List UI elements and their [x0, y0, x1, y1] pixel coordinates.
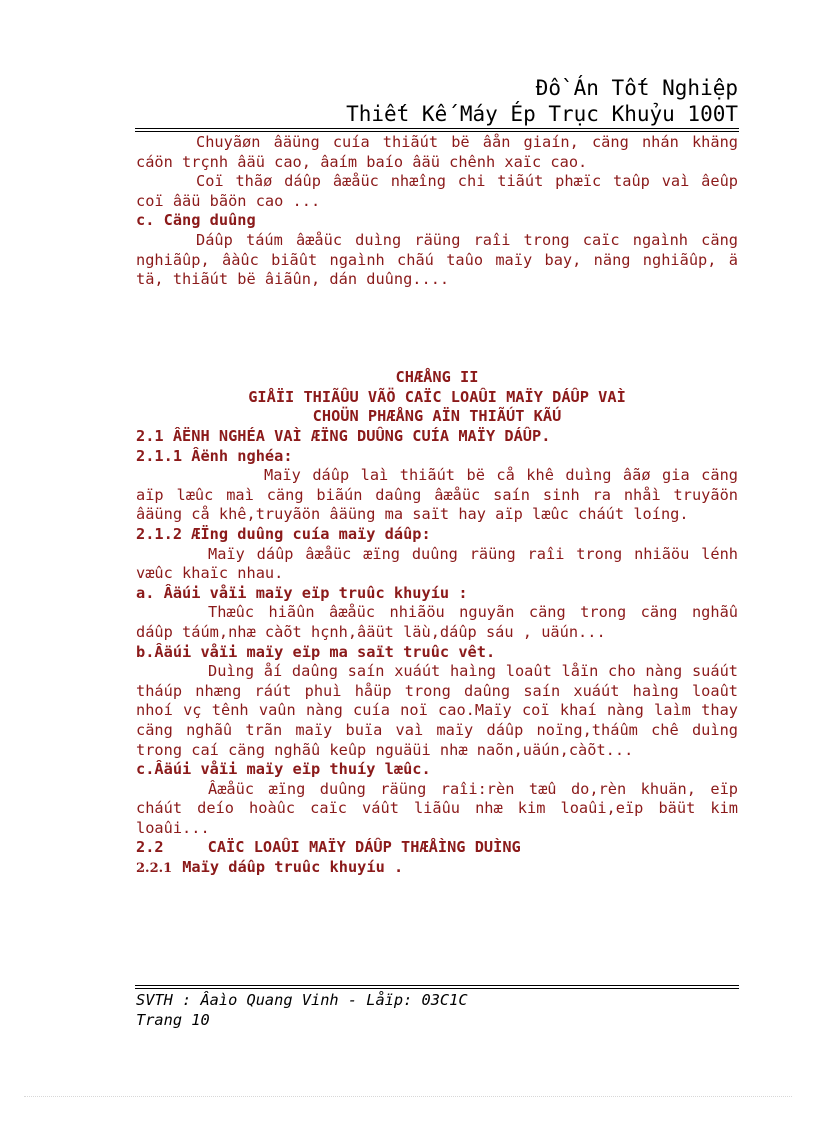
chapter-title-line1: GIÅÏI THIÃÛU VÃÖ CAÏC LOAÛI MAÏY DÁÛP VAÌ [248, 387, 626, 406]
paragraph-screw-press: Duìng åí daûng saín xuáút haìng loaût låïn cho nàng suáút tháúp nhæng ráút phuì håüp trong daûng saín xuáút haìng loaût nhoí vç tênh vaûn nàng cuía noï cao.Maïy coï khaí nàng laìm thay cäng nghãû trãn maïy buïa vaì maïy dáûp noïng,tháûm chê duìng trong caí cäng nghãû keûp nguäüi nhæ naõn,uäún,càõt... [136, 662, 738, 759]
footer-rule-top [135, 985, 739, 986]
paragraph-simple-motion: Chuyãøn âäüng cuía thiãút bë âån giaín, cäng nhán khäng cáön trçnh âäü cao, âaím baío âäü chênh xaïc cao. [136, 133, 738, 171]
section-2-1-heading: 2.1 ÂËNH NGHÉA VAÌ ÆÏNG DUÛNG CUÍA MAÏY DÁÛP. [136, 427, 551, 445]
section-2-2-1-title: Maïy dáûp truûc khuyíu . [182, 858, 404, 877]
heading-crank-press: a. Âäúi våïi maïy eïp truûc khuyíu : [136, 583, 468, 602]
paragraph-complex-parts: Coï thãø dáûp âæåüc nhæîng chi tiãút phæïc taûp vaì âeûp coï âäü bãön cao ... [136, 172, 738, 210]
section-2-1-2-heading: 2.1.2 ÆÏng duûng cuía maïy dáûp: [136, 524, 431, 543]
footer-rule-bottom [135, 988, 739, 989]
heading-hydraulic-press: c.Âäúi våïi maïy eïp thuíy læûc. [136, 760, 431, 779]
paragraph-uses: Dáûp táúm âæåüc duìng räüng raîi trong caïc ngaình cäng nghiãûp, âàûc biãût ngaình chãú taûo maïy bay, näng nghiãûp, ä tä, thiãút bë âiãûn, dán duûng.... [136, 230, 738, 289]
top-section [136, 133, 738, 290]
heading-screw-press: b.Âäúi våïi maïy eïp ma saït truûc vêt. [136, 642, 496, 661]
chapter-heading [136, 368, 738, 427]
header-rule-bottom [135, 131, 739, 132]
section-2-2-heading [136, 838, 738, 858]
chapter-number: CHÆÅNG II [395, 368, 479, 386]
paragraph-applications: Maïy dáûp âæåüc æïng duûng räüng raîi trong nhiãöu lénh væûc khaïc nhau. [136, 544, 738, 583]
header-title: Đồ Án Tốt Nghiệp [535, 76, 738, 100]
paragraph-hydraulic-press: Âæåüc æïng duûng räüng raîi:rèn tæû do,rèn khuän, eïp cháút deío hoàûc caïc váût liãûu nhæ kim loaûi,eïp bäüt kim loaûi... [136, 779, 738, 837]
chapter-title-line2: CHOÜN PHÆÅNG AÏN THIÃÚT KÃÚ [312, 407, 562, 426]
heading-uses: c. Cäng duûng [136, 211, 256, 230]
section-2-1-1-heading: 2.1.1 Âënh nghéa: [136, 446, 293, 465]
footer-author: SVTH : Âaìo Quang Vinh - Låïp: 03C1C [136, 991, 468, 1009]
header-subtitle: Thiết Kế Máy Ép Trục Khuỷu 100T [346, 102, 738, 126]
section-2-2-title: CAÏC LOAÛI MAÏY DÁÛP THÆÅÌNG DUÌNG [207, 838, 521, 857]
section-2-2-number: 2.2 [136, 838, 164, 857]
paragraph-definition: Maïy dáûp laì thiãút bë cå khê duìng âãø gia cäng aïp læûc maì cäng biãún daûng âæåüc saín sinh ra nhåì truyãön âäüng cå khê,truyãön âäüng ma saït hay aïp læûc cháút loíng. [136, 466, 738, 524]
paragraph-crank-press: Thæûc hiãûn âæåüc nhiãöu nguyãn cäng trong cäng nghãû dáûp táúm,nhæ càõt hçnh,âäüt läù,dáûp sáu , uäún... [136, 603, 738, 641]
section-2-2-1-number: 2.2.1 [136, 861, 173, 877]
footer-page-number: Trang 10 [136, 1011, 210, 1029]
section-2-2-1-heading [136, 858, 738, 879]
main-section [136, 427, 738, 879]
header-rule-top [135, 128, 739, 129]
page-bottom-divider [24, 1096, 792, 1097]
